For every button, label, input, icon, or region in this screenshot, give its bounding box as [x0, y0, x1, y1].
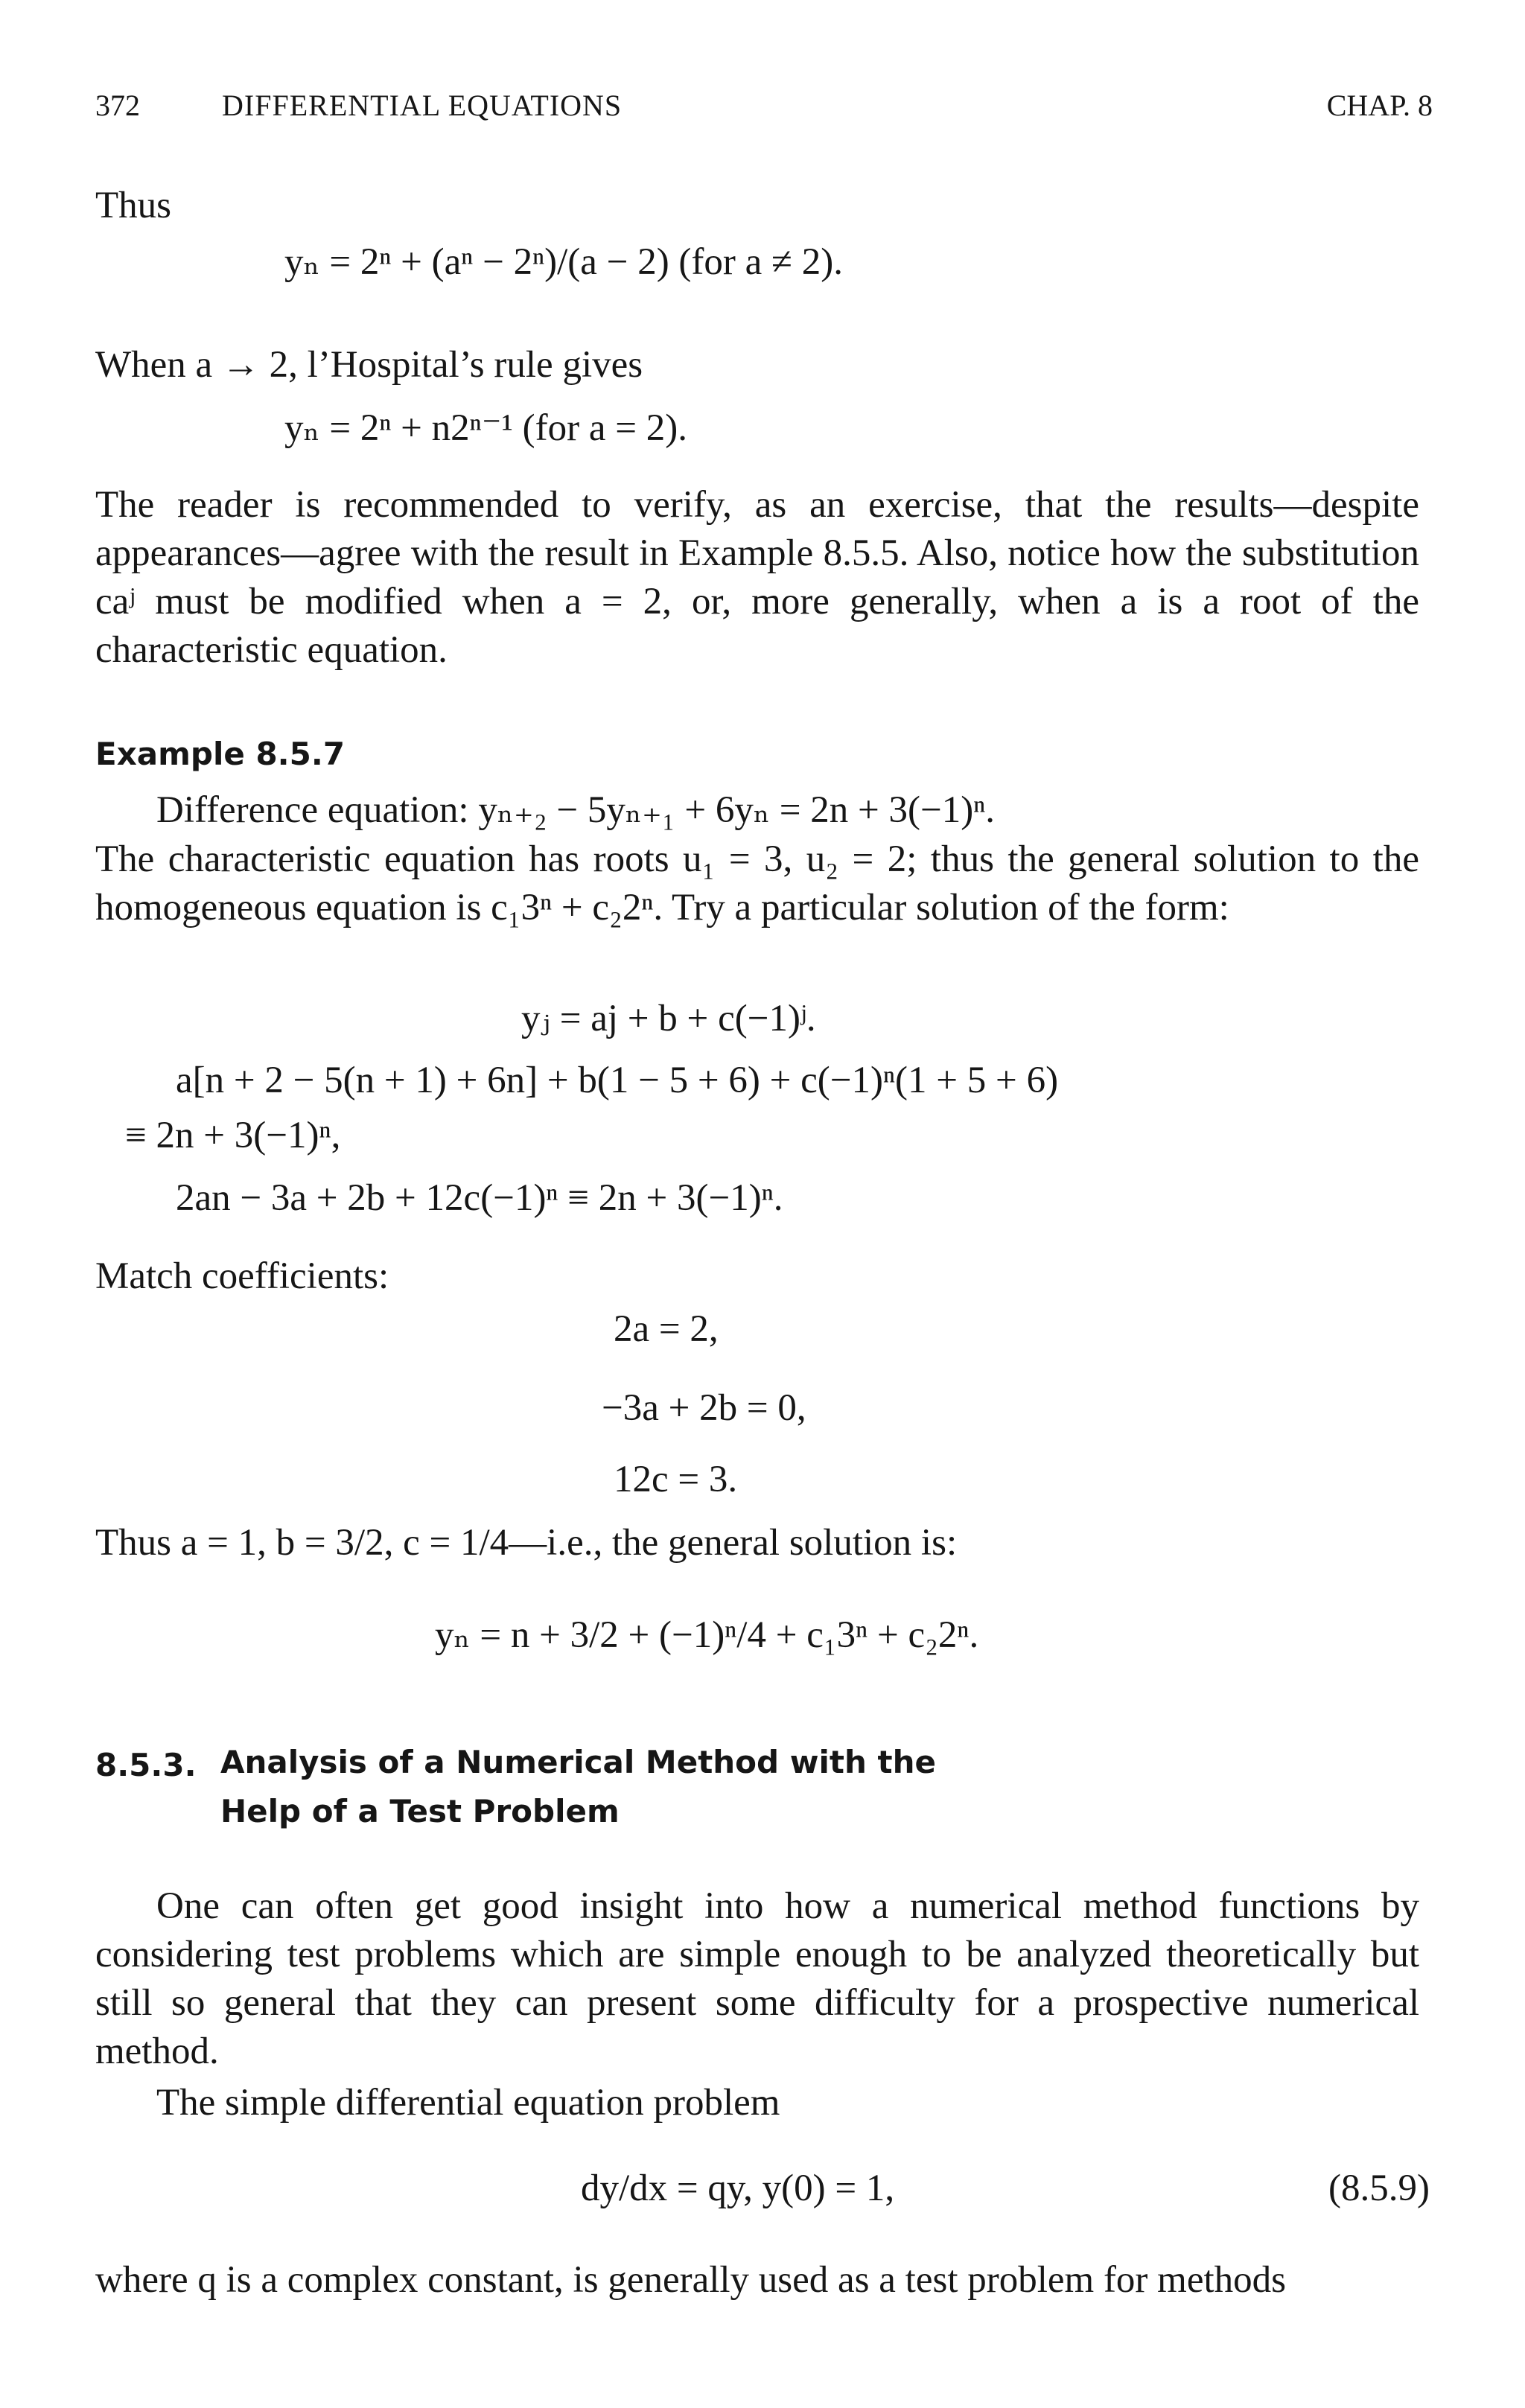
equation-substitution-3: 2an − 3a + 2b + 12c(−1)ⁿ ≡ 2n + 3(−1)ⁿ. [176, 1177, 783, 1219]
example-heading: Example 8.5.7 [95, 736, 346, 772]
equation-yn-a-equals-2: yₙ = 2ⁿ + n2ⁿ⁻¹ (for a = 2). [284, 407, 688, 449]
difference-equation: Difference equation: yₙ₊₂ − 5yₙ₊₁ + 6yₙ = 2n + 3(−1)ⁿ. [156, 789, 996, 831]
equation-yn-a-not-2: yₙ = 2ⁿ + (aⁿ − 2ⁿ)/(a − 2) (for a ≠ 2). [284, 241, 843, 283]
coefficient-equation-2: −3a + 2b = 0, [602, 1387, 806, 1429]
equation-substitution-1: a[n + 2 − 5(n + 1) + 6n] + b(1 − 5 + 6) + c(−1)ⁿ(1 + 5 + 6) [176, 1060, 1059, 1101]
paragraph-where-q: where q is a complex constant, is generally used as a test problem for methods [95, 2259, 1286, 2301]
thus-solution-text: Thus a = 1, b = 3/2, c = 1/4—i.e., the general solution is: [95, 1522, 958, 1564]
lhospital-text: When a → 2, l’Hospital’s rule gives [95, 344, 643, 386]
section-number: 8.5.3. [95, 1747, 197, 1783]
running-title: DIFFERENTIAL EQUATIONS [222, 89, 623, 122]
equation-substitution-2: ≡ 2n + 3(−1)ⁿ, [125, 1115, 341, 1156]
page-number: 372 [95, 89, 140, 122]
coefficient-equation-1: 2a = 2, [614, 1308, 719, 1350]
section-title: Analysis of a Numerical Method with the Help of a Test Problem [220, 1744, 936, 1829]
paragraph-characteristic: The characteristic equation has roots u₁ = 3, u₂ = 2; thus the general solution to the homogeneous equation is c₁3ⁿ + c₂2ⁿ. Try a particular solution of the form: [95, 838, 1419, 929]
general-solution-equation: yₙ = n + 3/2 + (−1)ⁿ/4 + c₁3ⁿ + c₂2ⁿ. [435, 1614, 979, 1656]
thus-text: Thus [95, 185, 171, 226]
equation-number: (8.5.9) [1328, 2167, 1430, 2209]
test-equation: dy/dx = qy, y(0) = 1, [581, 2167, 895, 2209]
match-coefficients-text: Match coefficients: [95, 1255, 389, 1297]
paragraph-simple-equation: The simple differential equation problem [156, 2082, 780, 2124]
equation-trial-solution: yⱼ = aj + b + c(−1)ʲ. [521, 998, 816, 1039]
chapter-label: CHAP. 8 [1326, 89, 1433, 122]
paragraph-test-problems: One can often get good insight into how a numerical method functions by considering test problems which are simple enough to be analyzed theoretically but still so general that they can present some difficulty for a prospective numerical method. [95, 1885, 1419, 2072]
coefficient-equation-3: 12c = 3. [614, 1459, 738, 1500]
paragraph-verify: The reader is recommended to verify, as an exercise, that the results—despite appearances—agree with the result in Example 8.5.5. Also, notice how the substitution caʲ must be modified when a = 2, or, more generally, when a is a root of the characteristic equation. [95, 484, 1419, 671]
